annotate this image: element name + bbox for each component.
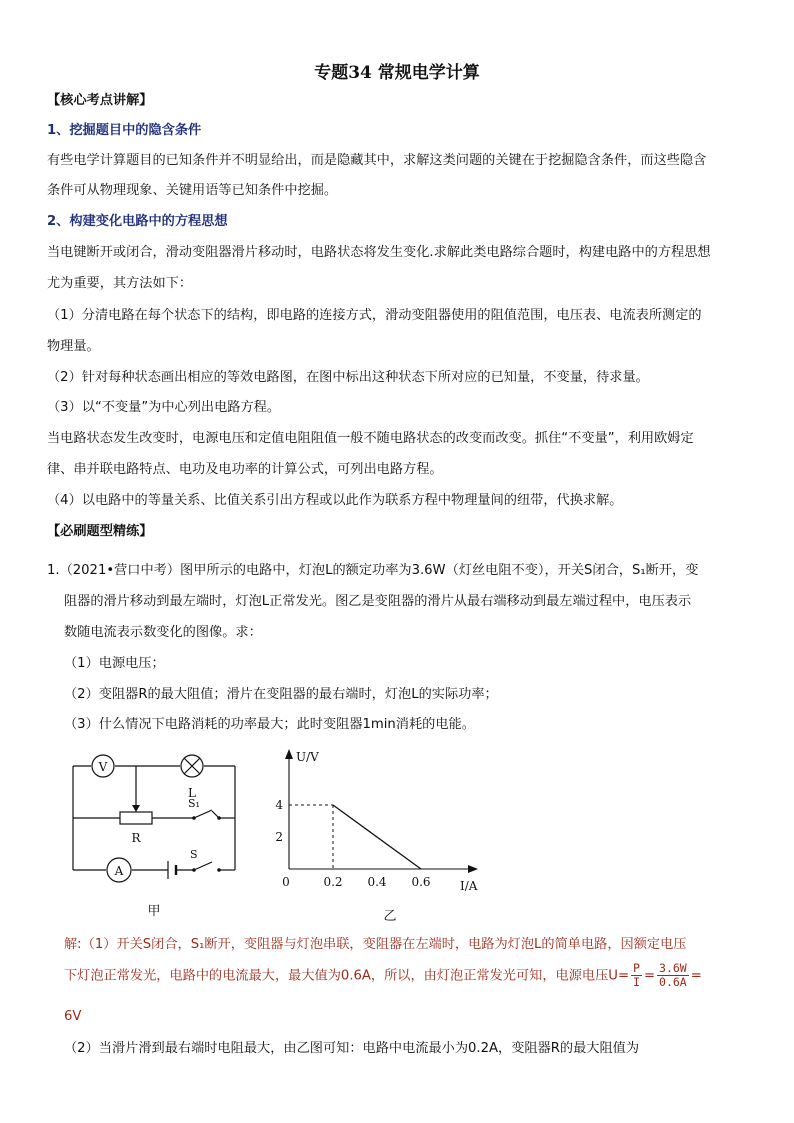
fraction-denominator: 0.6A — [659, 975, 687, 989]
switch-s1-arm — [194, 810, 212, 818]
switch-s1-label: S₁ — [188, 797, 200, 810]
paragraph-7: （4）以电路中的等量关系、比值关系引出方程或以此作为联系方程中物理量间的纽带，代换求解。 — [47, 493, 623, 508]
equals-sign: = — [690, 968, 702, 984]
x-tick-label: 0.2 — [323, 875, 343, 889]
answer-1-line-b — [64, 962, 702, 989]
answer-1-result: 6V — [64, 1009, 82, 1024]
heading-2: 2、构建变化电路中的方程思想 — [47, 214, 228, 229]
page-title: 专题34 常规电学计算 — [314, 63, 480, 83]
fraction-denominator: I — [633, 975, 640, 989]
paragraph-1a: 有些电学计算题目的已知条件并不明显给出，而是隐藏其中，求解这类问题的关键在于挖掘隐含条件，而这些隐含 — [47, 153, 707, 168]
fraction-numerator: 3.6W — [659, 961, 687, 975]
paragraph-6b: 律、串并联电路特点、电功及电功率的计算公式，可列出电路方程。 — [47, 462, 443, 477]
rheostat-symbol — [120, 812, 152, 824]
y-axis-label: U/V — [296, 750, 319, 764]
graph-caption: 乙 — [383, 909, 397, 924]
x-axis-arrow-icon — [468, 865, 478, 873]
answer-1-text: 下灯泡正常发光，电路中的电流最大，最大值为0.6A，所以，由灯泡正常发光可知，电源电压U= — [64, 968, 630, 984]
numeric-fraction — [657, 962, 689, 989]
paragraph-5: （3）以“不变量”为中心列出电路方程。 — [47, 400, 281, 415]
section-heading-practice: 【必刷题型精练】 — [47, 524, 153, 539]
paragraph-6a: 当电路状态发生改变时，电源电压和定值电阻阻值一般不随电路状态的改变而改变。抓住“不变量”，利用欧姆定 — [47, 431, 694, 446]
paragraph-3b: 物理量。 — [47, 339, 100, 354]
question-1-line-b: 阻器的滑片移动到最左端时，灯泡L正常发光。图乙是变阻器的滑片从最右端移动到最左端过程中，电压表示 — [64, 594, 692, 609]
equals-sign: = — [643, 968, 656, 984]
paragraph-2b: 尤为重要，其方法如下： — [47, 276, 193, 291]
question-1-line-a: 1.（2021•营口中考）图甲所示的电路中，灯泡L的额定功率为3.6W（灯丝电阻不变），开关S闭合，S₁断开，变 — [47, 563, 699, 578]
fraction-numerator: P — [633, 961, 640, 975]
question-1-line-c: 数随电流表示数变化的图像。求： — [64, 625, 262, 640]
u-i-graph — [272, 745, 492, 925]
section-heading-core: 【核心考点讲解】 — [47, 93, 153, 108]
switch-s-label: S — [190, 848, 198, 861]
x-tick-label: 0.6 — [411, 875, 431, 889]
x-tick-label: 0 — [282, 875, 290, 889]
ammeter-label: A — [114, 864, 124, 878]
question-1-sub-3: （3）什么情况下电路消耗的功率最大；此时变阻器1min消耗的电能。 — [64, 717, 475, 732]
x-tick-label: 0.4 — [367, 875, 387, 889]
x-axis-label: I/A — [460, 879, 478, 893]
question-1-sub-1: （1）电源电压； — [64, 656, 165, 671]
y-tick-label: 2 — [275, 830, 283, 844]
data-line — [333, 805, 421, 869]
question-1-sub-2: （2）变阻器R的最大阻值；滑片在变阻器的最右端时，灯泡L的实际功率； — [64, 687, 498, 702]
paragraph-1b: 条件可从物理现象、关键用语等已知条件中挖掘。 — [47, 183, 338, 198]
switch-s-arm — [194, 862, 212, 870]
rheostat-label: R — [131, 831, 141, 845]
answer-1-line-a: 解:（1）开关S闭合，S₁断开，变阻器与灯泡串联，变阻器在左端时，电路为灯泡L的简单电路，因额定电压 — [64, 937, 687, 952]
paragraph-4: （2）针对每种状态画出相应的等效电路图，在图中标出这种状态下所对应的已知量，不变量，待求量。 — [47, 370, 649, 385]
voltmeter-label: V — [98, 760, 108, 774]
answer-2-line — [64, 1040, 639, 1058]
circuit-caption: 甲 — [147, 904, 161, 919]
y-tick-label: 4 — [275, 798, 283, 812]
heading-1: 1、挖掘题目中的隐含条件 — [47, 123, 202, 138]
power-over-current-fraction — [631, 962, 642, 989]
paragraph-2a: 当电键断开或闭合，滑动变阻器滑片移动时，电路状态将发生变化.求解此类电路综合题时，构建电路中的方程思想 — [47, 245, 711, 260]
lamp-label: L — [188, 786, 196, 800]
circuit-diagram — [66, 750, 246, 920]
answer-2-text: （2）当滑片滑到最右端时电阻最大，由乙图可知：电路中电流最小为0.2A，变阻器R的最大阻值为 — [64, 1041, 640, 1056]
slider-arrow-icon — [132, 805, 140, 812]
y-axis-arrow-icon — [285, 749, 293, 759]
paragraph-3a: （1）分清电路在每个状态下的结构，即电路的连接方式，滑动变阻器使用的阻值范围，电压表、电流表所测定的 — [47, 308, 702, 323]
